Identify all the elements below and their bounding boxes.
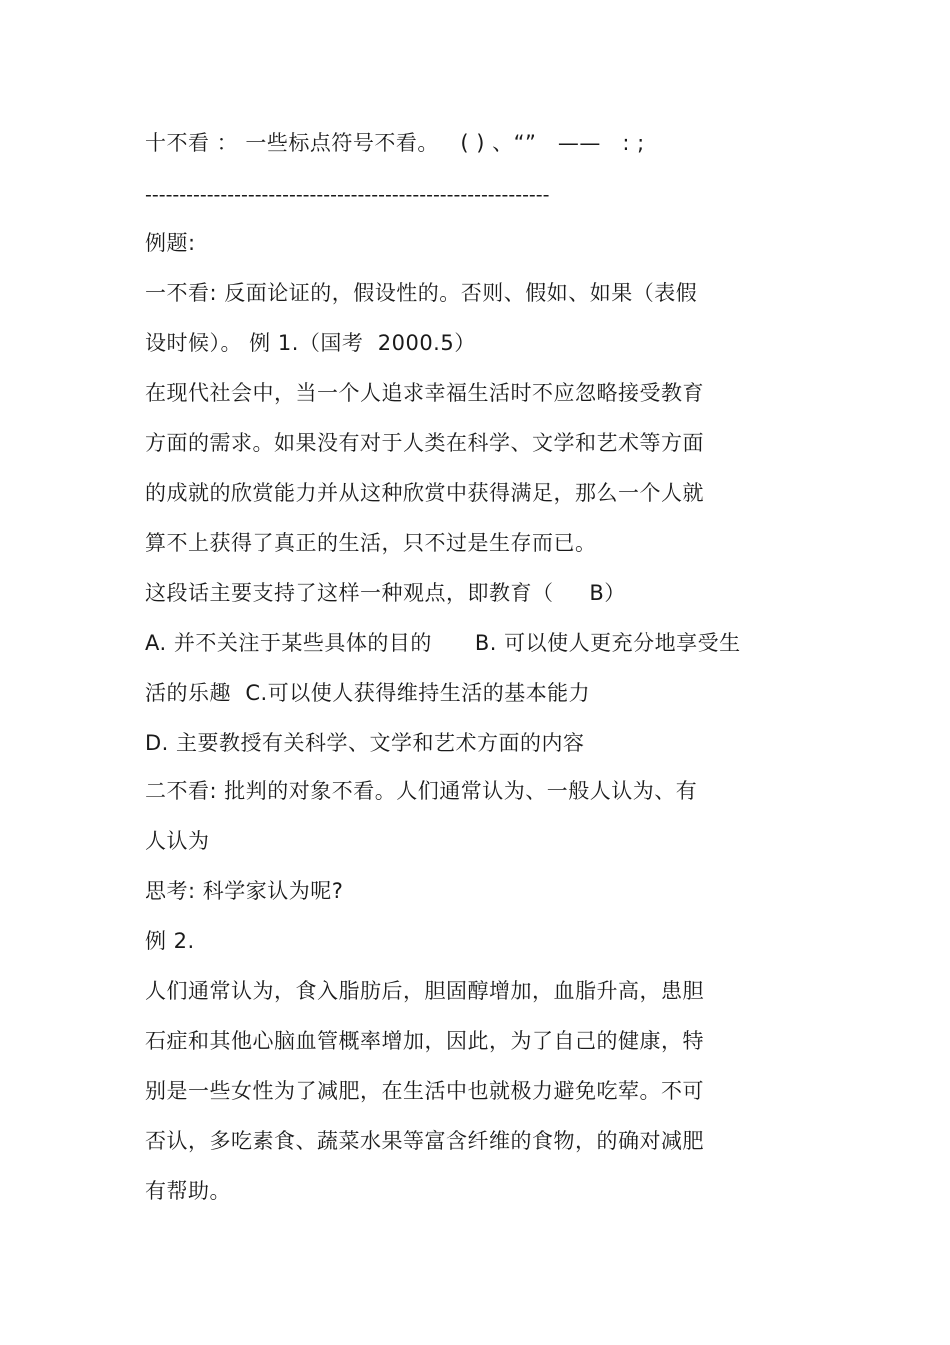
divider-line: ----------------------------------------------------------- [145, 184, 550, 206]
rule-one-line-1: 一不看: 反面论证的，假设性的。否则、假如、如果（表假 [145, 281, 698, 305]
example-1-options-3: D. 主要教授有关科学、文学和艺术方面的内容 [145, 731, 585, 755]
rule-two-line-1: 二不看: 批判的对象不看。人们通常认为、一般人认为、有 [145, 779, 698, 803]
example-2-text-4: 否认，多吃素食、蔬菜水果等富含纤维的食物，的确对减肥 [145, 1129, 704, 1153]
thinking-line: 思考: 科学家认为呢? [145, 879, 344, 903]
rule-two-line-2: 人认为 [145, 829, 210, 853]
example-1-text-1: 在现代社会中，当一个人追求幸福生活时不应忽略接受教育 [145, 381, 704, 405]
example-2-heading: 例 2. [145, 929, 195, 953]
rule-one-line-2: 设时候）。 例 1.（国考 2000.5） [145, 331, 476, 355]
example-1-text-2: 方面的需求。如果没有对于人类在科学、文学和艺术等方面 [145, 431, 704, 455]
example-1-options-2: 活的乐趣 C.可以使人获得维持生活的基本能力 [145, 681, 591, 705]
example-1-question: 这段话主要支持了这样一种观点，即教育（ B） [145, 581, 626, 605]
example-2-text-5: 有帮助。 [145, 1179, 231, 1203]
example-2-text-3: 别是一些女性为了减肥，在生活中也就极力避免吃荤。不可 [145, 1079, 704, 1103]
example-1-text-4: 算不上获得了真正的生活，只不过是生存而已。 [145, 531, 597, 555]
example-2-text-1: 人们通常认为，食入脂肪后，胆固醇增加，血脂升高，患胆 [145, 979, 704, 1003]
example-1-text-3: 的成就的欣赏能力并从这种欣赏中获得满足，那么一个人就 [145, 481, 704, 505]
rule-ten-line: 十不看 ： 一些标点符号不看。 ( ) 、“” —— : ; [145, 131, 645, 155]
example-2-text-2: 石症和其他心脑血管概率增加，因此，为了自己的健康，特 [145, 1029, 704, 1053]
example-1-options-1: A. 并不关注于某些具体的目的 B. 可以使人更充分地享受生 [145, 631, 741, 655]
example-heading: 例题: [145, 231, 196, 255]
